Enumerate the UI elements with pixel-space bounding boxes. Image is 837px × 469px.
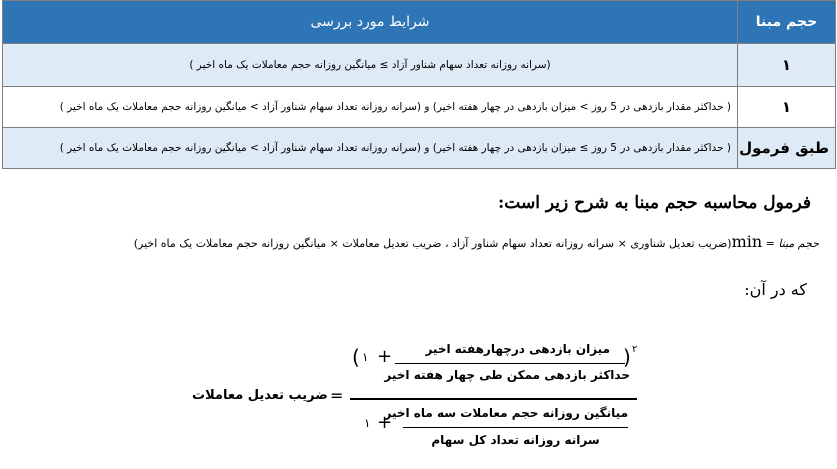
numerator-plus: + [377, 346, 393, 367]
condition-cell: (سرانه روزانه تعداد سهام شناور آزاد ≥ میانگین روزانه حجم معاملات یک ماه اخیر ) [3, 44, 738, 87]
formula-heading: فرمول محاسبه حجم مبنا به شرح زیر است: [498, 193, 811, 213]
base-volume-cell: طبق فرمول [738, 128, 836, 169]
formula-lhs: ضریب تعدیل معاملات [192, 388, 328, 403]
table-header-row [3, 1, 836, 44]
denominator-plus: + [377, 412, 393, 433]
min-arg1: (ضریب تعدیل شناوری × سرانه روزانه تعداد سهام شناور آزاد [452, 237, 732, 250]
base-volume-table [2, 0, 836, 169]
min-separator: ، [441, 237, 453, 250]
min-arg2: ضریب تعدیل معاملات × میانگین روزانه حجم معاملات یک ماه اخیر) [133, 237, 442, 250]
condition-cell: ( حداکثر مقدار بازدهی در 5 روز > میزان بازدهی در چهار هفته اخیر) و (سرانه روزانه تعداد سهام شناور آزاد > میانگین روزانه حجم معاملات یک ماه اخیر ) [3, 87, 738, 128]
min-formula [134, 232, 819, 251]
close-paren: ) [623, 345, 631, 369]
denominator-inner-denominator: سرانه روزانه تعداد کل سهام [431, 433, 600, 447]
condition-cell: ( حداکثر مقدار بازدهی در 5 روز ≥ میزان بازدهی در چهار هفته اخیر) و (سرانه روزانه تعداد سهام شناور آزاد > میانگین روزانه حجم معاملات یک ماه اخیر ) [3, 128, 738, 169]
where-label: که در آن: [744, 280, 807, 299]
open-paren: ( [352, 345, 360, 369]
formula-equals: = [330, 386, 344, 405]
exponent: ۲ [632, 344, 638, 355]
min-equals: = [765, 237, 775, 250]
trade-adjustment-formula [0, 320, 837, 469]
table-row [3, 87, 836, 128]
table-row [3, 44, 836, 87]
header-conditions: شرایط مورد بررسی [3, 1, 738, 44]
base-volume-cell: ۱ [738, 44, 836, 87]
numerator-fraction-bar [395, 363, 625, 364]
base-volume-cell: ۱ [738, 87, 836, 128]
main-fraction-bar [350, 398, 637, 400]
denominator-inner-numerator: میانگین روزانه حجم معاملات سه ماه اخیر [384, 406, 628, 420]
header-base-volume: حجم مبنا [738, 1, 836, 44]
numerator-inner-denominator: حداکثر بازدهی ممکن طی چهار هفته اخیر [384, 368, 630, 382]
denominator-one: ۱ [364, 416, 371, 430]
min-func: min [731, 232, 763, 251]
denominator-fraction-bar [403, 427, 628, 428]
table-row [3, 128, 836, 169]
numerator-inner-numerator: میزان بازدهی درچهارهفته اخیر [425, 342, 610, 356]
min-lhs: حجم مبنا [778, 237, 819, 250]
numerator-one: ۱ [362, 350, 369, 364]
